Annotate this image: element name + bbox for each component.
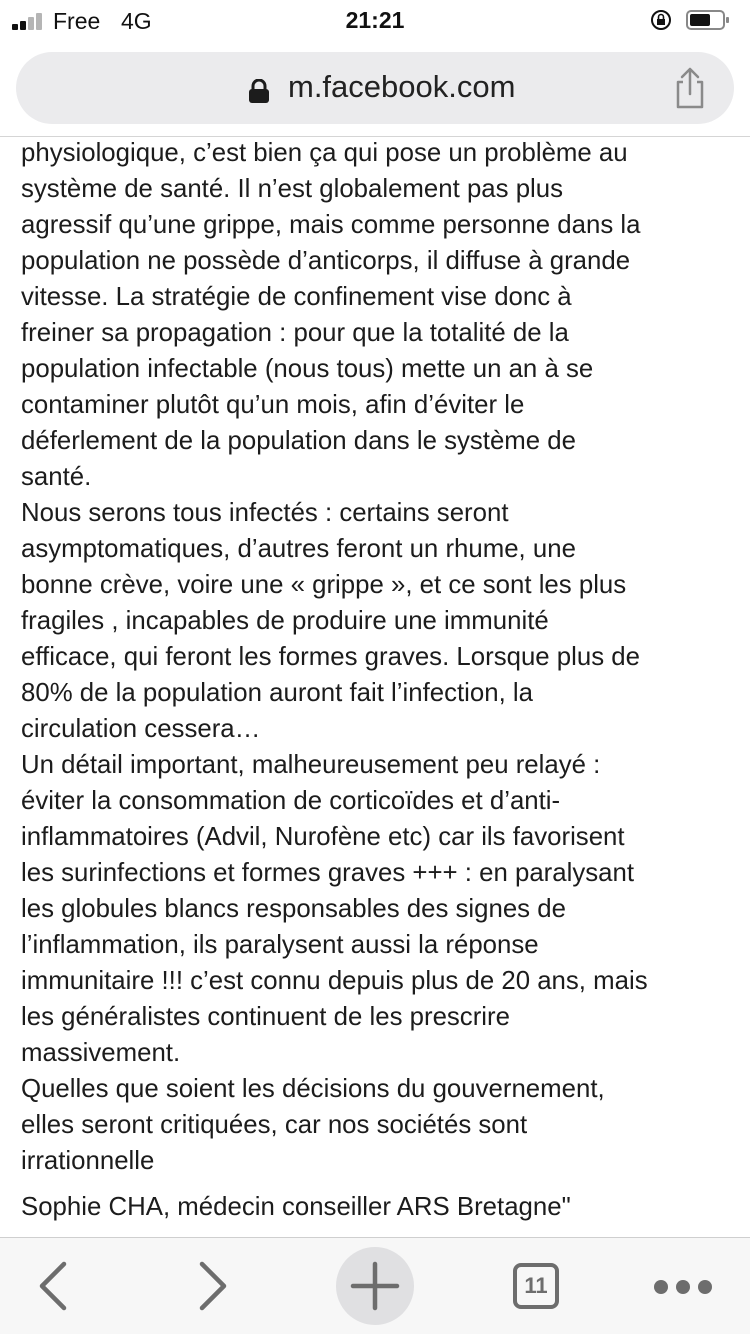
text-line: déferlement de la population dans le système de bbox=[21, 427, 576, 455]
new-tab-button[interactable] bbox=[336, 1247, 414, 1325]
text-line: freiner sa propagation : pour que la totalité de la bbox=[21, 319, 569, 347]
text-line: l’inflammation, ils paralysent aussi la réponse bbox=[21, 931, 539, 959]
text-line: les surinfections et formes graves +++ : en paralysant bbox=[21, 859, 634, 887]
text-line: agressif qu’une grippe, mais comme personne dans la bbox=[21, 211, 641, 239]
text-line: Un détail important, malheureusement peu relayé : bbox=[21, 751, 601, 779]
plus-icon bbox=[336, 1247, 414, 1325]
text-line: éviter la consommation de corticoïdes et d’anti- bbox=[21, 787, 561, 815]
network-type: 4G bbox=[121, 8, 152, 34]
tab-count: 11 bbox=[524, 1273, 548, 1298]
clock: 21:21 bbox=[345, 7, 405, 33]
text-line: vitesse. La stratégie de confinement vise donc à bbox=[21, 283, 572, 311]
url-text[interactable]: m.facebook.com bbox=[288, 69, 516, 104]
rotation-lock-icon bbox=[650, 9, 672, 31]
text-line: circulation cessera… bbox=[21, 715, 261, 743]
text-line: les globules blancs responsables des signes de bbox=[21, 895, 566, 923]
signature: Sophie CHA, médecin conseiller ARS Bretagne" bbox=[21, 1193, 571, 1221]
bottom-toolbar bbox=[0, 1238, 750, 1334]
more-icon[interactable] bbox=[652, 1272, 714, 1302]
text-line: irrationnelle bbox=[21, 1147, 155, 1175]
address-bar[interactable] bbox=[16, 52, 734, 124]
text-line: efficace, qui feront les formes graves. Lorsque plus de bbox=[21, 643, 640, 671]
post-text bbox=[21, 135, 736, 1179]
paragraph bbox=[21, 135, 736, 495]
lock-icon bbox=[248, 79, 270, 103]
text-line: Nous serons tous infectés : certains seront bbox=[21, 499, 509, 527]
paragraph bbox=[21, 1071, 736, 1179]
text-line: santé. bbox=[21, 463, 92, 491]
status-bar bbox=[0, 0, 750, 44]
text-line: système de santé. Il n’est globalement pas plus bbox=[21, 175, 564, 203]
text-line: bonne crève, voire une « grippe », et ce sont les plus bbox=[21, 571, 627, 599]
text-line: population infectable (nous tous) mette un an à se bbox=[21, 355, 594, 383]
text-line: elles seront critiquées, car nos sociétés sont bbox=[21, 1111, 528, 1139]
text-line: population ne possède d’anticorps, il diffuse à grande bbox=[21, 247, 631, 275]
text-line: immunitaire !!! c’est connu depuis plus de 20 ans, mais bbox=[21, 967, 648, 995]
text-line: contaminer plutôt qu’un mois, afin d’éviter le bbox=[21, 391, 525, 419]
paragraph bbox=[21, 495, 736, 747]
text-line: les généralistes continuent de les prescrire bbox=[21, 1003, 510, 1031]
text-line: inflammatoires (Advil, Nurofène etc) car ils favorisent bbox=[21, 823, 625, 851]
forward-button[interactable] bbox=[190, 1260, 234, 1312]
text-line: Quelles que soient les décisions du gouvernement, bbox=[21, 1075, 605, 1103]
text-line: 80% de la population auront fait l’infection, la bbox=[21, 679, 533, 707]
text-line: massivement. bbox=[21, 1039, 181, 1067]
text-line: physiologique, c’est bien ça qui pose un problème au bbox=[21, 139, 628, 167]
battery-icon bbox=[686, 10, 730, 30]
share-icon[interactable] bbox=[672, 66, 708, 110]
tabs-button[interactable] bbox=[513, 1263, 559, 1309]
back-button[interactable] bbox=[32, 1260, 76, 1312]
paragraph bbox=[21, 747, 736, 1071]
text-line: fragiles , incapables de produire une immunité bbox=[21, 607, 549, 635]
text-line: asymptomatiques, d’autres feront un rhume, une bbox=[21, 535, 576, 563]
carrier-name: Free bbox=[53, 8, 101, 34]
